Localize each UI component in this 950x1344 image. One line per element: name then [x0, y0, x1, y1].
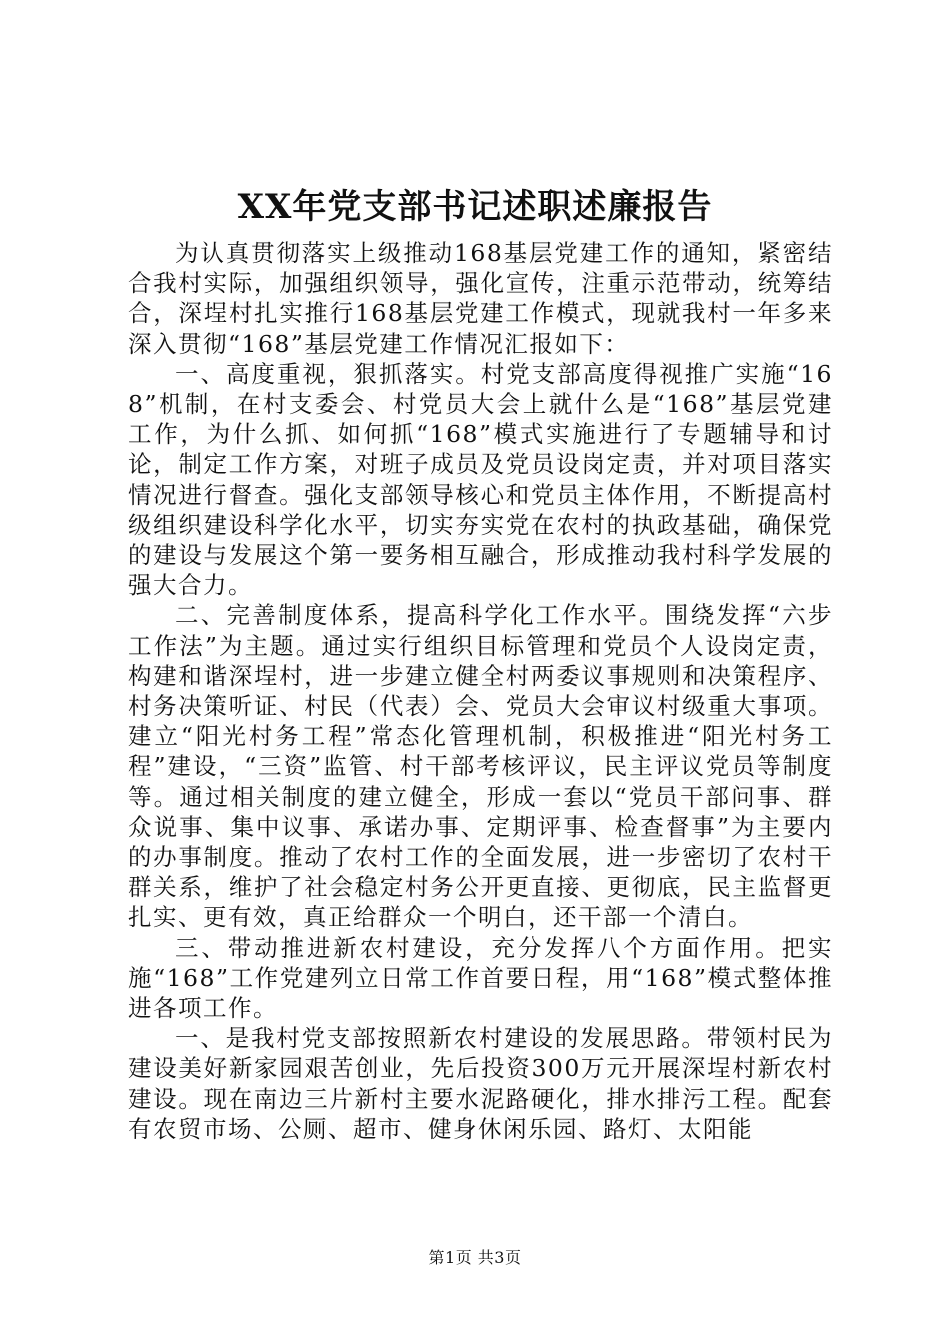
page-footer: 第1页 共3页	[428, 1248, 522, 1267]
paragraph-section-3-item-1: 一、是我村党支部按照新农村建设的发展思路。带领村民为建设美好新家园艰苦创业，先后投资300万元开展深埕村新农村建设。现在南边三片新村主要水泥路硬化，排水排污工程。配套有农贸市场、公厕、超市、健身休闲乐园、路灯、太阳能	[128, 1024, 833, 1143]
document-title: XX年党支部书记述职述廉报告	[237, 187, 713, 227]
paragraph-section-3: 三、带动推进新农村建设，充分发挥八个方面作用。把实施“168”工作党建列立日常工作首要日程，用“168”模式整体推进各项工作。	[128, 933, 833, 1023]
paragraph-intro: 为认真贯彻落实上级推动168基层党建工作的通知，紧密结合我村实际，加强组织领导，强化宣传，注重示范带动，统筹结合，深埕村扎实推行168基层党建工作模式，现就我村一年多来深入贯彻“168”基层党建工作情况汇报如下：	[128, 239, 833, 358]
paragraph-section-1: 一、高度重视，狠抓落实。村党支部高度得视推广实施“168”机制，在村支委会、村党员大会上就什么是“168”基层党建工作，为什么抓、如何抓“168”模式实施进行了专题辅导和讨论，制定工作方案，对班子成员及党员设岗定责，并对项目落实情况进行督查。强化支部领导核心和党员主体作用，不断提高村级组织建设科学化水平，切实夯实党在农村的执政基础，确保党的建设与发展这个第一要务相互融合，形成推动我村科学发展的强大合力。	[128, 359, 833, 600]
paragraph-section-2: 二、完善制度体系，提高科学化工作水平。围绕发挥“六步工作法”为主题。通过实行组织目标管理和党员个人设岗定责，构建和谐深埕村，进一步建立健全村两委议事规则和决策程序、村务决策听证、村民（代表）会、党员大会审议村级重大事项。建立“阳光村务工程”常态化管理机制，积极推进“阳光村务工程”建设，“三资”监管、村干部考核评议，民主评议党员等制度等。通过相关制度的建立健全，形成一套以“党员干部问事、群众说事、集中议事、承诺办事、定期评事、检查督事”为主要内的办事制度。推动了农村工作的全面发展，进一步密切了农村干群关系，维护了社会稳定村务公开更直接、更彻底，民主监督更扎实、更有效，真正给群众一个明白，还干部一个清白。	[128, 601, 833, 932]
document-body	[128, 238, 833, 1144]
